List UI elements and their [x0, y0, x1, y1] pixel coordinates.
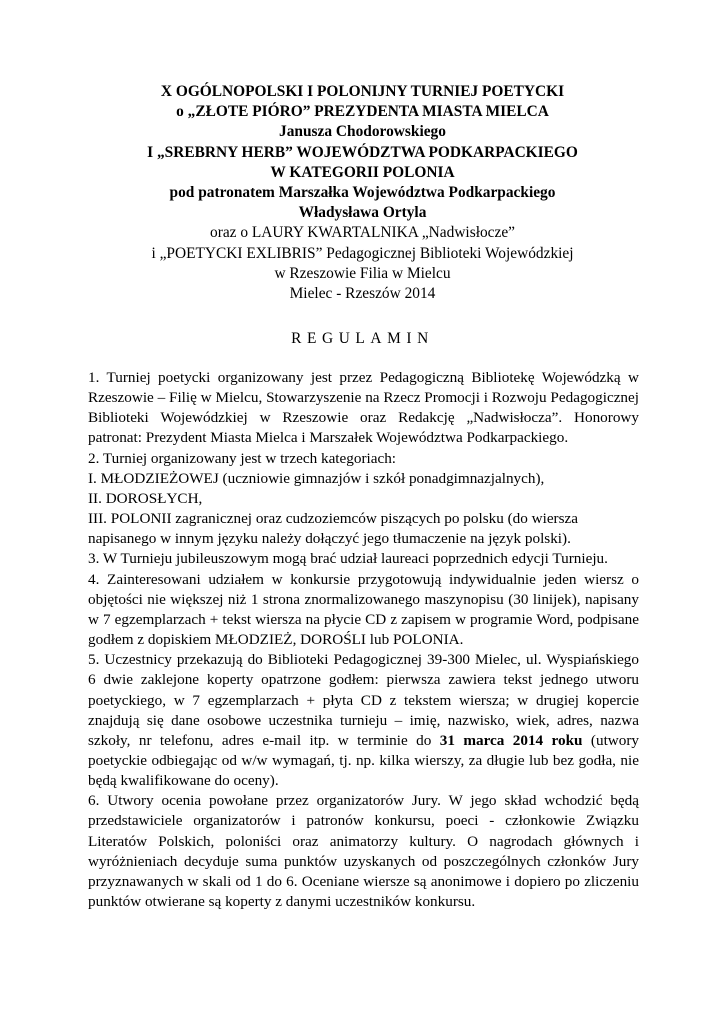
header-line-silver-crest: I „SREBRNY HERB” WOJEWÓDZTWA PODKARPACKIEGO [147, 143, 578, 161]
paragraph-5-text: 5. Uczestnicy przekazują do Biblioteki Pedagogicznej 39-300 Mielec, ul. Wyspiańskiego 6 dwie zaklejone koperty opatrzone godłem: pierwsza zawiera tekst jednego utworu poetyckiego, w 7 egzemplarzach + płyta CD z tekstem wiersza; w drugiej kopercie znajdują się dane osobowe uczestnika turnieju – imię, nazwisko, wiek, adres, nazwa szkoły, nr telefonu, adres e-mail itp. w terminie do [88, 651, 639, 749]
document-header [60, 82, 665, 304]
paragraph-1: 1. Turniej poetycki organizowany jest przez Pedagogiczną Bibliotekę Wojewódzką w Rzeszowie – Filię w Mielcu, Stowarzyszenie na Rzecz Promocji i Rozwoju Pedagogicznej Biblioteki Wojewódzkiej w Rzeszowie oraz Redakcję „Nadwisłocza”. Honorowy patronat: Prezydent Miasta Mielca i Marszałek Województwa Podkarpackiego. [88, 369, 639, 447]
header-line-marshal-name: Władysława Ortyla [298, 204, 427, 222]
header-line-library: w Rzeszowie Filia w Mielcu [274, 264, 451, 282]
paragraph-5-text-end: (utwory poetyckie odbiegając od w/w wymagań, tj. np. kilka wierszy, za długie lub bez godła, nie będą kwalifikowane do oceny). [88, 731, 640, 790]
regulations-body [88, 368, 639, 912]
header-line-patronage: pod patronatem Marszałka Województwa Podkarpackiego [169, 184, 556, 202]
paragraph-3: 3. W Turnieju jubileuszowym mogą brać udział laureaci poprzednich edycji Turnieju. [88, 550, 608, 568]
header-line-laurels: oraz o LAURY KWARTALNIKA „Nadwisłocze” [210, 224, 515, 242]
header-line-mayor-name: Janusza Chodorowskiego [279, 123, 446, 141]
header-line-tournament: X OGÓLNOPOLSKI I POLONIJNY TURNIEJ POETYCKI [160, 83, 565, 100]
paragraph-4: 4. Zainteresowani udziałem w konkursie przygotowują indywidualnie jeden wiersz o objętości nie większej niż 1 strona znormalizowanego maszynopisu (30 linijek), napisany w 7 egzemplarzach + tekst wiersza na płycie CD z zapisem w programie Word, podpisane godłem z dopiskiem MŁODZIEŻ, DOROŚLI lub POLONIA. [88, 570, 639, 649]
header-line-golden-pen: o „ZŁOTE PIÓRO” PREZYDENTA MIASTA MIELCA [176, 103, 549, 121]
header-line-exlibris: i „POETYCKI EXLIBRIS” Pedagogicznej Biblioteki Wojewódzkiej [151, 244, 574, 262]
paragraph-2: 2. Turniej organizowany jest w trzech kategoriach: [88, 449, 397, 467]
submission-deadline: 31 marca 2014 roku [439, 731, 583, 749]
paragraph-6: 6. Utwory ocenia powołane przez organizatorów Jury. W jego skład wchodzić będą przedstawiciele organizatorów i patronów konkursu, poeci - członkowie Związku Literatów Polskich, poloniści oraz animatorzy kultury. O nagrodach głównych i wyróżnieniach decyduje suma punktów uzyskanych od poszczególnych członków Jury przyznawanych w skali od 1 do 6. Oceniane wiersze są anonimowe i dopiero po zliczeniu punktów otwierane są koperty z danymi uczestników konkursu. [88, 792, 639, 911]
category-youth: I. MŁODZIEŻOWEJ (uczniowie gimnazjów i szkół ponadgimnazjalnych), [88, 469, 545, 487]
category-polonia: III. POLONII zagranicznej oraz cudzoziemców piszących po polsku (do wiersza napisanego w innym języku należy dołączyć jego tłumaczenie na język polski). [88, 510, 579, 548]
header-line-category: W KATEGORII POLONIA [270, 163, 455, 181]
regulations-title: REGULAMIN [291, 330, 434, 347]
category-adults: II. DOROSŁYCH, [88, 489, 203, 507]
header-line-place-year: Mielec - Rzeszów 2014 [289, 285, 436, 303]
paragraph-5 [88, 650, 639, 791]
